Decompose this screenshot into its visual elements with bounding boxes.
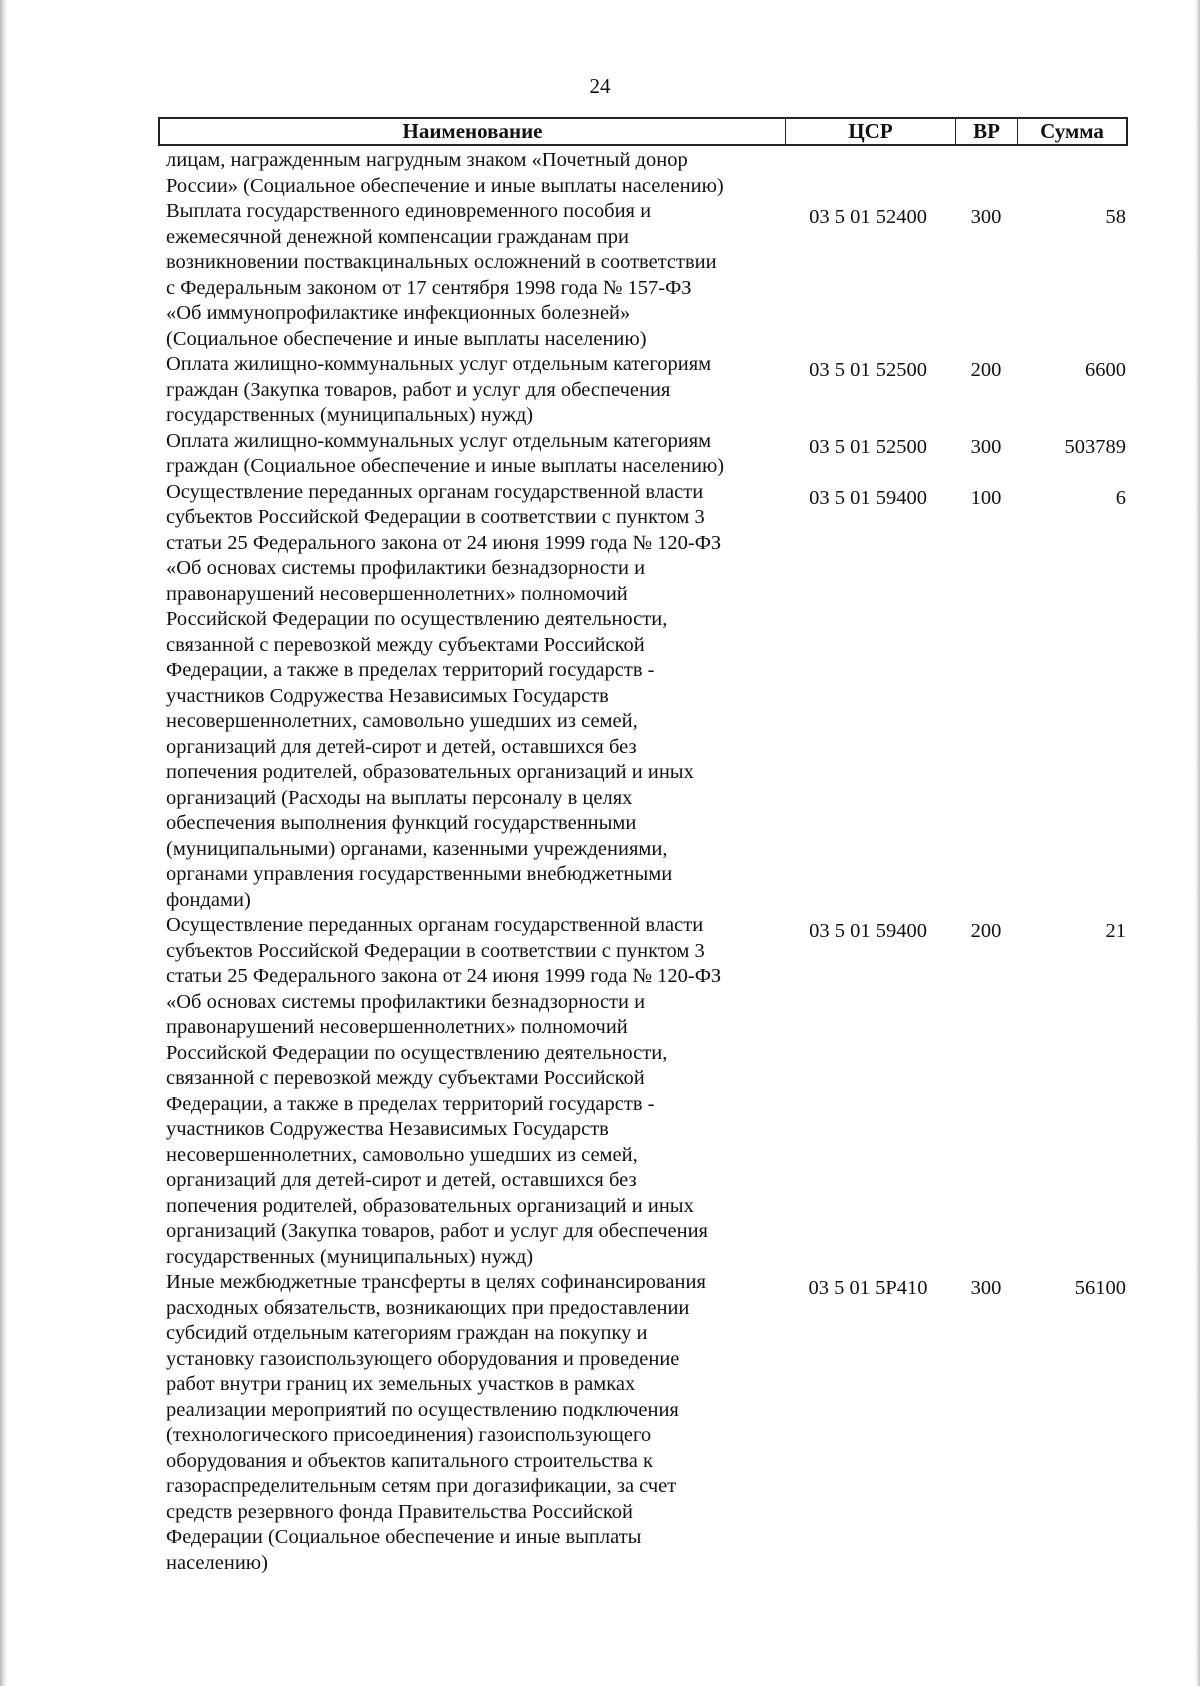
row-name-line: Оплата жилищно-коммунальных услуг отдельным категориям <box>166 429 712 452</box>
row-name-line: возникновении поствакцинальных осложнений в соответствии <box>166 251 717 273</box>
row-name-line: Федерации, а также в пределах территорий государств - <box>166 1092 655 1115</box>
row-name-line: правонарушений несовершеннолетних» полномочий <box>166 1016 628 1038</box>
row-sum: 503789 <box>1064 435 1126 458</box>
scan-edge-left <box>0 0 7 1686</box>
row-name-line: «Об иммунопрофилактике инфекционных болезней» <box>166 302 631 324</box>
row-name-line: статьи 25 Федерального закона от 24 июня 1999 года № 120-ФЗ <box>166 531 722 554</box>
row-name-line: Оплата жилищно-коммунальных услуг отдельным категориям <box>166 353 712 375</box>
row-name-line: организаций для детей-сирот и детей, оставшихся без <box>166 1169 637 1191</box>
row-sum: 21 <box>1105 920 1126 942</box>
row-vr: 200 <box>970 920 1002 942</box>
row-name-line: несовершеннолетних, самовольно ушедших из семей, <box>166 1143 638 1166</box>
row-name-line: населению) <box>166 1551 268 1574</box>
header-name: Наименование <box>160 119 786 144</box>
row-name <box>166 913 766 1270</box>
row-name-line: правонарушений несовершеннолетних» полномочий <box>166 582 628 605</box>
header-sum: Сумма <box>1040 119 1104 143</box>
row-name-line: (муниципальными) органами, казенными учреждениями, <box>166 837 668 860</box>
row-csr: 03 5 01 59400 <box>809 486 927 509</box>
row-name-line: «Об основах системы профилактики безнадзорности и <box>166 557 646 579</box>
row-csr: 03 5 01 5Р410 <box>808 1277 928 1299</box>
row-csr: 03 5 01 59400 <box>809 920 927 942</box>
row-name-line: лицам, награжденным нагрудным знаком «Почетный донор <box>166 149 688 171</box>
row-name-line: Выплата государственного единовременного пособия и <box>166 200 652 222</box>
row-vr: 300 <box>970 1277 1002 1299</box>
table-row <box>166 429 1126 480</box>
row-name-line: «Об основах системы профилактики безнадзорности и <box>166 990 646 1013</box>
row-name-line: субсидий отдельным категориям граждан на покупку и <box>166 1322 648 1344</box>
row-name-line: государственных (муниципальных) нужд) <box>166 404 534 426</box>
row-csr: 03 5 01 52400 <box>809 206 927 228</box>
row-name-line: граждан (Закупка товаров, работ и услуг для обеспечения <box>166 378 671 401</box>
row-name-line: организаций (Расходы на выплаты персоналу в целях <box>166 786 633 809</box>
row-name-line: Федерации (Социальное обеспечение и иные выплаты <box>166 1526 642 1548</box>
row-name-line: организаций (Закупка товаров, работ и услуг для обеспечения <box>166 1220 708 1242</box>
table-row <box>166 352 1126 429</box>
row-name <box>166 199 766 352</box>
row-name-line: обеспечения выполнения функций государственными <box>166 812 637 834</box>
row-name <box>166 352 766 429</box>
row-name-line: газораспределительным сетям при догазификации, за счет <box>166 1475 677 1497</box>
row-csr: 03 5 01 52500 <box>809 359 927 381</box>
row-name-line: организаций для детей-сирот и детей, оставшихся без <box>166 735 637 758</box>
row-name-line: расходных обязательств, возникающих при предоставлении <box>166 1296 690 1319</box>
row-name <box>166 429 766 480</box>
row-name-line: граждан (Социальное обеспечение и иные выплаты населению) <box>166 455 725 477</box>
row-vr: 300 <box>970 206 1002 228</box>
row-name-line: реализации мероприятий по осуществлению подключения <box>166 1398 679 1421</box>
row-name-line: попечения родителей, образовательных организаций и иных <box>166 1194 694 1217</box>
row-name-line: фондами) <box>166 888 251 911</box>
row-name-line: работ внутри границ их земельных участков в рамках <box>166 1373 636 1395</box>
row-sum: 56100 <box>1074 1277 1126 1299</box>
row-sum: 58 <box>1105 206 1126 228</box>
row-name-line: оборудования и объектов капитального строительства к <box>166 1449 653 1472</box>
row-csr: 03 5 01 52500 <box>809 435 927 458</box>
table-header <box>158 117 1128 146</box>
row-vr: 300 <box>970 435 1002 458</box>
row-name-line: статьи 25 Федерального закона от 24 июня 1999 года № 120-ФЗ <box>166 965 722 987</box>
row-name-line: установку газоиспользующего оборудования и проведение <box>166 1347 680 1370</box>
table-row <box>166 148 1126 199</box>
row-name <box>166 1270 766 1576</box>
row-name-line: связанной с перевозкой между субъектами Российской <box>166 1067 645 1089</box>
row-name-line: с Федеральным законом от 17 сентября 1998 года № 157-ФЗ <box>166 276 692 299</box>
table-row <box>166 199 1126 352</box>
row-name <box>166 480 766 914</box>
row-name-line: (Социальное обеспечение и иные выплаты населению) <box>166 327 647 350</box>
row-name-line: попечения родителей, образовательных организаций и иных <box>166 761 694 783</box>
row-name-line: субъектов Российской Федерации в соответствии с пунктом 3 <box>166 939 705 962</box>
header-vr: ВР <box>956 119 1018 144</box>
row-name-line: участников Содружества Независимых Государств <box>166 1118 609 1140</box>
row-name-line: ежемесячной денежной компенсации гражданам при <box>166 225 629 248</box>
header-csr: ЦСР <box>786 119 956 144</box>
row-name-line: субъектов Российской Федерации в соответствии с пунктом 3 <box>166 506 705 528</box>
row-name-line: органами управления государственными внебюджетными <box>166 863 673 885</box>
row-name <box>166 148 766 199</box>
row-name-line: Осуществление переданных органам государственной власти <box>166 480 704 503</box>
row-name-line: (технологического присоединения) газоиспользующего <box>166 1424 652 1446</box>
row-name-line: средств резервного фонда Правительства Российской <box>166 1500 634 1523</box>
scan-edge-right <box>1195 0 1200 1686</box>
page-number: 24 <box>589 74 611 98</box>
row-vr: 200 <box>970 359 1002 381</box>
row-name-line: Федерации, а также в пределах территорий государств - <box>166 659 655 681</box>
row-name-line: Иные межбюджетные трансферты в целях софинансирования <box>166 1271 706 1293</box>
row-vr: 100 <box>970 486 1002 509</box>
row-sum: 6600 <box>1085 359 1126 381</box>
row-name-line: Российской Федерации по осуществлению деятельности, <box>166 608 668 630</box>
table-row <box>166 913 1126 1270</box>
row-name-line: Российской Федерации по осуществлению деятельности, <box>166 1041 668 1064</box>
row-name-line: несовершеннолетних, самовольно ушедших из семей, <box>166 710 638 732</box>
row-sum: 6 <box>1115 486 1126 509</box>
row-name-line: Осуществление переданных органам государственной власти <box>166 914 704 936</box>
table-row <box>166 1270 1126 1576</box>
table-body <box>166 148 1126 1576</box>
row-name-line: России» (Социальное обеспечение и иные выплаты населению) <box>166 174 724 197</box>
row-name-line: государственных (муниципальных) нужд) <box>166 1245 534 1268</box>
row-name-line: связанной с перевозкой между субъектами Российской <box>166 633 645 656</box>
row-name-line: участников Содружества Независимых Государств <box>166 684 609 707</box>
table-row <box>166 480 1126 914</box>
